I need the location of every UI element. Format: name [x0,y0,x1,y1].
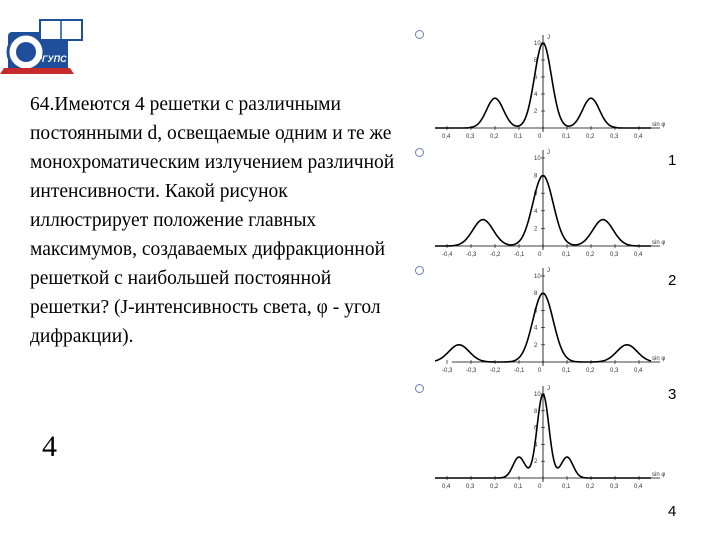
plot-3-ytick-label: 4 [534,325,538,332]
plot-1-xtick-label: 0,3 [610,134,619,140]
answer-text: 4 [42,430,57,463]
plot-1-xtick-label: 0 [538,134,542,140]
plot-1-ytick-label: 8 [534,58,538,64]
plot-2-xtick-label: 0,4 [634,252,643,258]
plot-2-xtick-label: -0,1 [514,252,525,258]
plot-4-ytick-label: 10 [534,392,541,398]
plot-1-xtick-label: 0,4 [634,134,643,140]
plot-3-xtick-label: -0,3 [466,368,477,374]
plot-2-xtick-label: -0,3 [466,252,477,258]
plot-2-ytick-label: 4 [534,208,538,215]
plot-1-ytick-label: 6 [534,75,538,81]
plot-1-xtick-label: 0,3 [466,134,475,140]
plot-4-xtick-label: 0,1 [514,484,523,490]
plot-1-ytick-label: 10 [534,41,541,47]
plot-4-xtick-label: 0,3 [610,484,619,490]
plot-1-xtick-label: 0,1 [562,134,571,140]
plot-2-xtick-label: -0,2 [490,252,501,258]
plot-3-xtick-label: 0,4 [634,368,643,374]
plot-3-xtick-label: -0,1 [514,368,525,374]
plot-3-xtick-label: 0,2 [586,368,595,374]
plot-2-ytick-label: 10 [534,156,541,162]
option-4-number: 4 [668,503,677,520]
plot-1-xlabel: sin φ [652,122,666,128]
plot-2-ytick-label: 6 [534,191,538,198]
option-2-number: 2 [668,272,677,289]
plot-3-ytick-label: 8 [534,291,538,298]
plot-4-xtick-label: 0,1 [562,484,571,490]
plot-3-ytick-label: 6 [534,308,538,315]
plot-2-ylabel: J [547,150,550,156]
plot-4-xtick-label: 0 [538,484,542,490]
plot-3-xlabel: sin φ [652,356,666,362]
plot-3-ylabel: J [547,268,550,274]
plot-1-xtick-label: 0,2 [490,134,499,140]
option-1-number: 1 [668,152,677,169]
plot-4-xtick-label: 0,2 [490,484,499,490]
plot-1-xtick-label: 0,4 [442,134,451,140]
plot-2-ytick-label: 8 [534,173,538,180]
logo-text: РГУПС [36,54,67,64]
plot-1-xtick-label: 0,1 [514,134,523,140]
plot-4-xtick-label: 0,4 [442,484,451,490]
plot-2-xtick-label: 0,2 [586,252,595,258]
plot-1-ytick-label: 4 [534,92,538,98]
plot-3-xtick-label: 0,3 [610,368,619,374]
plot-3-ytick-label: 2 [534,342,538,349]
plot-4-ylabel: J [547,386,550,392]
plot-2-xtick-label: 0,1 [562,252,571,258]
plot-4-xlabel: sin φ [652,472,666,478]
plot-4-ytick-label: 8 [534,408,538,415]
plot-3-xtick-label: 0 [538,368,542,374]
plot-4-ytick-label: 6 [534,425,538,432]
plot-4-xtick-label: 0,4 [634,484,643,490]
plot-3-xtick-label: 0,1 [562,368,571,374]
plot-1-ylabel: J [547,35,550,41]
plot-4-ytick-label: 2 [534,459,538,466]
plot-3-ytick-label: 10 [534,274,541,280]
plot-2-xtick-label: 0,3 [610,252,619,258]
plot-1-xtick-label: 0,2 [586,134,595,140]
plot-2-xtick-label: -0,4 [442,252,453,258]
plot-2-ytick-label: 2 [534,226,538,233]
option-3-number: 3 [668,386,677,403]
plot-2-xlabel: sin φ [652,240,666,246]
plot-4-xtick-label: 0,3 [466,484,475,490]
plot-4-ytick-label: 4 [534,442,538,449]
plot-3-xtick-label: -0,2 [490,368,501,374]
plot-3-xtick-label: -0,3 [442,368,453,374]
question-text: 64.Имеются 4 решетки с различными постоянными d, освещаемые одним и те же монохроматическим излучением различной интенсивности. Какой рисунок иллюстрирует положение главных максимумов, создаваемых дифракционной решеткой с наибольшей постоянной решетки? (J-интенсивность света, φ - угол дифракции). [30,94,395,347]
plot-4-xtick-label: 0,2 [586,484,595,490]
plot-2-xtick-label: 0 [538,252,542,258]
plot-1-ytick-label: 2 [534,109,538,115]
